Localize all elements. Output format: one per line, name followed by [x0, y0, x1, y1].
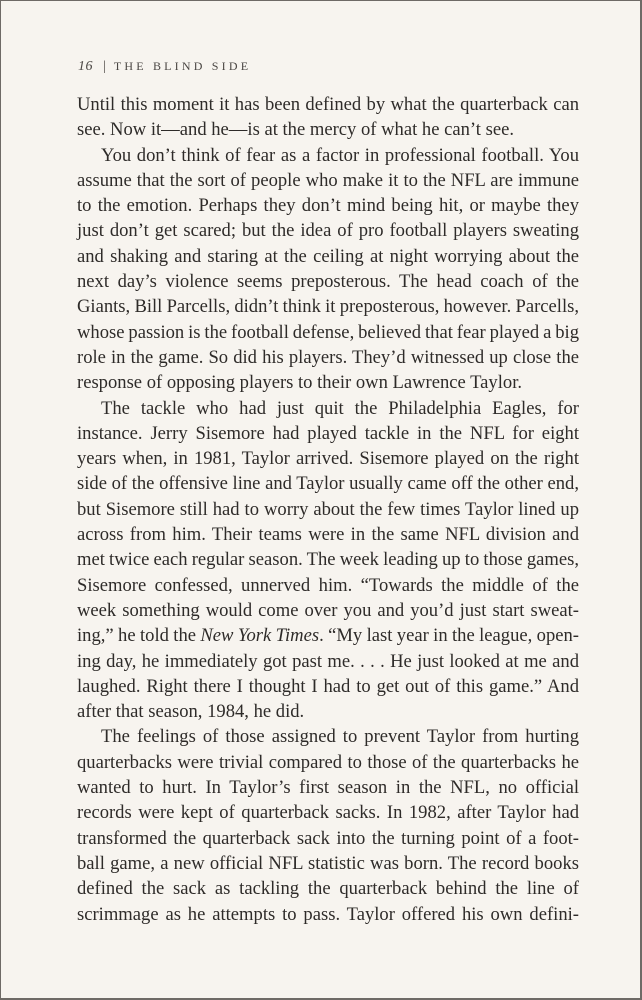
text-line: side of the offensive line and Taylor usually came off the other end,: [77, 473, 579, 495]
text-line: next day’s violence seems preposterous. The head coach of the: [77, 271, 579, 293]
text-line: to the emotion. Perhaps they don’t mind being hit, or maybe they: [77, 195, 579, 217]
text-line: week something would come over you and you’d just start sweat-: [77, 599, 579, 621]
text-line: assume that the sort of people who make it to the NFL are immune: [77, 169, 579, 191]
book-title: THE BLIND SIDE: [113, 59, 252, 73]
text-line: ing day, he immediately got past me. . . . He just looked at me and: [77, 650, 579, 672]
text-line: laughed. Right there I thought I had to get out of this game.” And: [77, 675, 579, 697]
text-line: wanted to hurt. In Taylor’s first season in the NFL, no official: [77, 777, 579, 799]
text-line: The tackle who had just quit the Philadelphia Eagles, for: [101, 397, 579, 419]
text-line: see. Now it—and he—is at the mercy of what he can’t see.: [77, 119, 514, 141]
text-line: just don’t get scared; but the idea of pro football players sweating: [77, 220, 579, 242]
text-line: transformed the quarterback sack into the turning point of a foot-: [77, 827, 579, 849]
text-line: records were kept of quarterback sacks. In 1982, after Taylor had: [77, 802, 579, 824]
text-line-with-italic: [77, 623, 579, 648]
text-line: across from him. Their teams were in the same NFL division and: [77, 524, 579, 546]
text-line: years when, in 1981, Taylor arrived. Sisemore played on the right: [77, 448, 579, 470]
text-line: ball game, a new official NFL statistic was born. The record books: [77, 852, 579, 874]
paragraph-2: [77, 143, 579, 396]
text-segment: ing,” he told the: [77, 625, 201, 647]
text-line: met twice each regular season. The week leading up to those games,: [77, 549, 579, 571]
text-line: scrimmage as he attempts to pass. Taylor offered his own defini-: [77, 903, 579, 925]
text-line: quarterbacks were trivial compared to those of the quarterbacks he: [77, 751, 579, 773]
text-line: instance. Jerry Sisemore had played tackle in the NFL for eight: [77, 422, 579, 444]
body-text: [77, 92, 579, 927]
text-line: Giants, Bill Parcells, didn’t think it preposterous, however. Parcells,: [77, 296, 579, 318]
publication-title: New York Times: [200, 625, 320, 647]
text-segment: . “My last year in the league, open-: [319, 625, 580, 647]
page-number: 16: [78, 59, 93, 74]
paragraph-3: [77, 396, 579, 725]
book-page: [1, 1, 640, 998]
text-line: role in the game. So did his players. They’d witnessed up close the: [77, 346, 579, 368]
paragraph-4: [77, 724, 579, 926]
text-line: whose passion is the football defense, believed that fear played a big: [77, 321, 579, 343]
text-line: defined the sack as tackling the quarterback behind the line of: [77, 878, 579, 900]
text-line: response of opposing players to their own Lawrence Taylor.: [77, 372, 523, 394]
text-line: The feelings of those assigned to prevent Taylor from hurting: [101, 726, 579, 748]
text-line: Sisemore confessed, unnerved him. “Towards the middle of the: [77, 574, 579, 596]
text-line: but Sisemore still had to worry about the few times Taylor lined up: [77, 498, 579, 520]
running-head: [78, 58, 251, 75]
header-separator: |: [103, 59, 106, 74]
text-line: Until this moment it has been defined by what the quarterback can: [77, 94, 579, 115]
text-line: after that season, 1984, he did.: [77, 701, 305, 723]
text-line: You don’t think of fear as a factor in professional football. You: [101, 144, 579, 166]
paragraph-1: [77, 92, 579, 143]
text-line: and shaking and staring at the ceiling at night worrying about the: [77, 245, 579, 267]
